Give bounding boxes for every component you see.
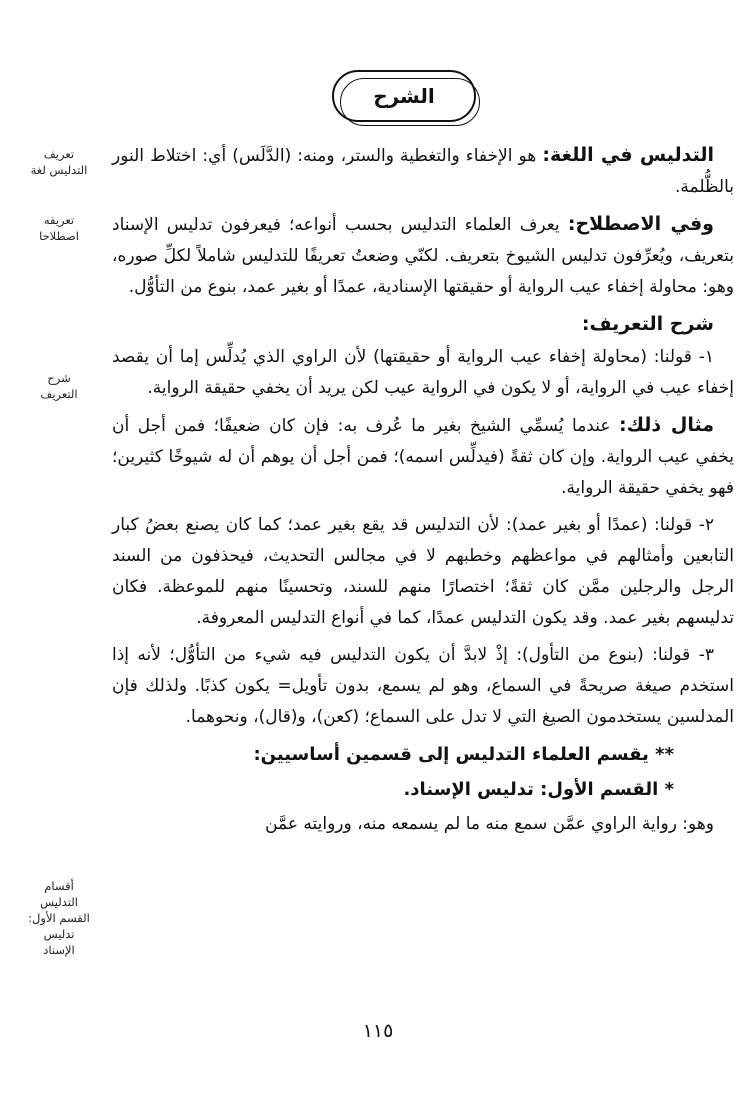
- paragraph-point-2: ٢- قولنا: (عمدًا أو بغير عمد): لأن التدليس قد يقع بغير عمد؛ كما كان يصنع بعضُ كبار التابعين وأمثالهم في مواعظهم وخطبهم لا في مجالس التحديث، فيحذفون من السند الرجل والرجلين ممَّن كان ثقةً؛ اختصارًا منهم للسند، وتحسينًا منهم للموعظة. فكان تدليسهم بغير عمد. وقد يكون التدليس عمدًا، كما في أنواع التدليس المعروفة.: [112, 515, 734, 628]
- heading-explanation: شرح التعريف:: [581, 313, 714, 335]
- term-label: مثال ذلك:: [618, 414, 714, 436]
- term-label: التدليس في اللغة:: [542, 144, 714, 166]
- paragraph-text: هو الإخفاء والتغطية والستر، ومنه: (الدَّلَس) أي: اختلاط النور بالظُّلمة.: [112, 146, 734, 197]
- margin-note-text: التعريف: [40, 387, 78, 401]
- margin-note-text: تدليس: [43, 927, 75, 941]
- margin-note-divisions: [14, 878, 104, 958]
- margin-note-text: تعريف: [43, 147, 75, 161]
- paragraph-text: عندما يُسمِّي الشيخ بغير ما عُرف به: فإن كان ضعيفًا؛ فمن أجل أن يخفي عيب الرواية. وإن كان ثقةً (فيدلِّس اسمه)؛ فمن أجل أن يوهم أن له شيوخًا كثيرين؛ فهو يخفي حقيقة الرواية.: [112, 416, 734, 498]
- margin-note-text: تعريفه: [43, 213, 75, 227]
- margin-note-technical: [14, 212, 104, 244]
- margin-note-text: القسم الأول:: [28, 911, 90, 925]
- heading-divisions: ** يقسم العلماء التدليس إلى قسمين أساسيين:: [253, 744, 674, 765]
- section-title: الشرح: [373, 84, 435, 108]
- margin-note-text: شرح: [47, 371, 71, 385]
- paragraph-first-division: وهو: رواية الراوي عمَّن سمع منه ما لم يسمعه منه، وروايته عمَّن: [265, 814, 714, 834]
- paragraph-point-1: ١- قولنا: (محاولة إخفاء عيب الرواية أو حقيقتها) لأن الراوي الذي يُدلِّس إما أن يقصد إخفاء عيب في الرواية، أو لا يكون في الرواية عيب لكن يريد أن يخفي حقيقة الرواية.: [112, 347, 734, 398]
- section-title-box: [332, 70, 476, 122]
- margin-note-explanation: [14, 370, 104, 402]
- margin-note-text: التدليس لغة: [30, 163, 88, 177]
- paragraph-point-3: ٣- قولنا: (بنوع من التأول): إذْ لابدَّ أن يكون التدليس فيه شيء من التأوُّل؛ لأنه إذا استخدم صيغة صريحةً في السماع، وهو لم يسمع، بدون تأويل= يكون كذبًا. ولذلك فإن المدلسين يستخدمون الصيغ التي لا تدل على السماع؛ (كعن)، و(قال)، ونحوهما.: [112, 645, 734, 727]
- margin-note-text: الإسناد: [43, 943, 75, 957]
- margin-note-text: التدليس: [40, 895, 78, 909]
- paragraph-text: يعرف العلماء التدليس بحسب أنواعه؛ فيعرفون تدليس الإسناد بتعريف، ويُعرِّفون تدليس الشيوخ بتعريف. لكنّي وضعتُ تعريفًا للتدليس شاملاً لكلِّ صوره، وهو: محاولة إخفاء عيب الرواية أو حقيقتها الإسنادية، عمدًا أو بغير عمد، بنوع من التأوُّل.: [112, 215, 734, 297]
- main-text: [112, 140, 734, 846]
- paragraph-technical-definition: [112, 209, 734, 303]
- paragraph-example: [112, 410, 734, 504]
- term-label: وفي الاصطلاح:: [567, 213, 714, 235]
- margin-note-text: أقسام: [44, 879, 74, 893]
- margin-note-linguistic: [14, 146, 104, 178]
- margin-note-text: اصطلاحا: [39, 229, 79, 243]
- paragraph-linguistic-definition: [112, 140, 734, 203]
- page-number: ١١٥: [362, 1020, 394, 1042]
- heading-first-division: * القسم الأول: تدليس الإسناد.: [403, 779, 674, 800]
